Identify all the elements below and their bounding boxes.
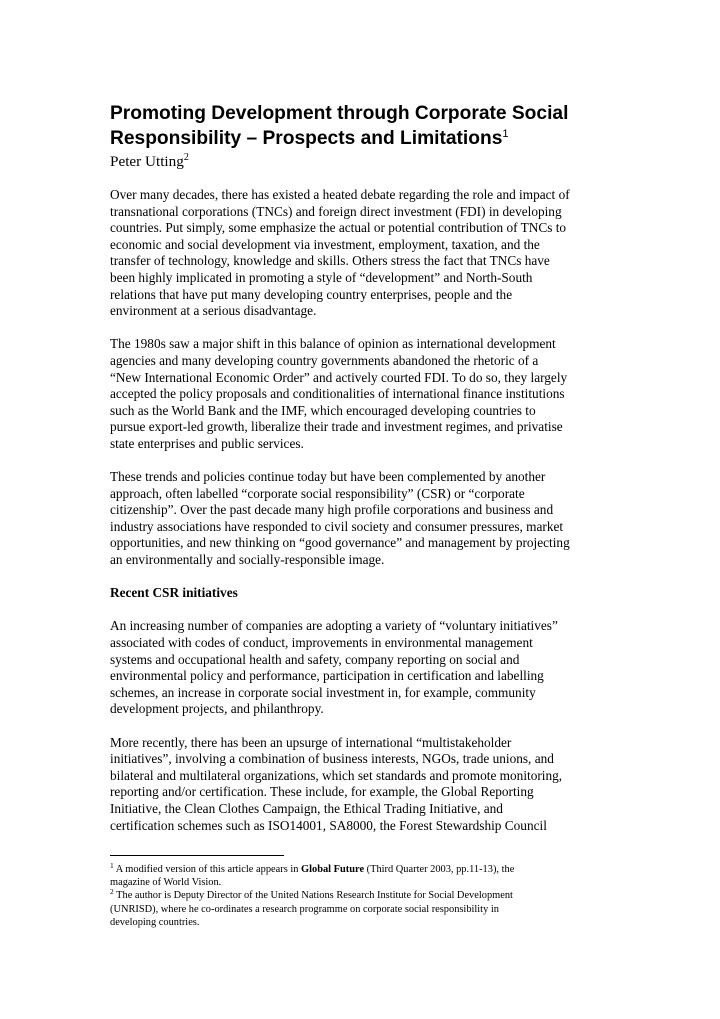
author-footnote-ref[interactable]: 2 — [183, 152, 189, 163]
paragraph-line: environment at a serious disadvantage. — [110, 303, 317, 319]
paragraph-line: The 1980s saw a major shift in this balance of opinion as international development — [110, 336, 556, 352]
footnote-1-number: 1 — [110, 861, 114, 870]
paragraph-line: been highly implicated in promoting a style of “development” and North-South — [110, 269, 533, 285]
footnote-1-text-before: A modified version of this article appears in — [113, 864, 302, 875]
paragraph-2 — [110, 336, 615, 452]
paragraph-line: An increasing number of companies are adopting a variety of “voluntary initiatives” — [110, 618, 558, 634]
paragraph-line: accepted the policy proposals and conditionalities of international finance institutions — [110, 386, 565, 402]
footnotes — [110, 863, 615, 929]
footnote-2-line-2: (UNRISD), where he co-ordinates a research programme on corporate social responsibility in — [110, 903, 499, 915]
footnote-2-line-1 — [110, 889, 615, 902]
paragraph-line: reporting and/or certification. These include, for example, the Global Reporting — [110, 784, 534, 800]
footnote-2-number: 2 — [110, 887, 114, 897]
paragraph-line: countries. Put simply, some emphasize the actual or potential contribution of TNCs to — [110, 220, 567, 236]
footnote-1-publication: Global Future — [301, 864, 365, 875]
paragraph-line: transfer of technology, knowledge and skills. Others stress the fact that TNCs have — [110, 253, 550, 269]
body-text — [110, 187, 615, 834]
author-line — [110, 152, 615, 172]
paragraph-5 — [110, 735, 615, 835]
paragraph-line: transnational corporations (TNCs) and foreign direct investment (FDI) in developing — [110, 203, 562, 219]
paragraph-line: environmental policy and performance, participation in certification and labelling — [110, 668, 544, 684]
paragraph-line: economic and social development via investment, employment, taxation, and the — [110, 236, 540, 252]
paragraph-line: approach, often labelled “corporate social responsibility” (CSR) or “corporate — [110, 485, 525, 501]
paragraph-1 — [110, 187, 615, 320]
paragraph-line: certification schemes such as ISO14001, SA8000, the Forest Stewardship Council — [110, 817, 547, 833]
paragraph-line: initiatives”, involving a combination of business interests, NGOs, trade unions, and — [110, 751, 554, 767]
title-line-1: Promoting Development through Corporate Social — [110, 103, 569, 124]
paragraph-4 — [110, 618, 615, 718]
document-page — [110, 101, 615, 834]
paragraph-line: development projects, and philanthropy. — [110, 701, 324, 717]
paragraph-line: “New International Economic Order” and actively courted FDI. To do so, they largely — [110, 369, 568, 385]
footnote-separator — [110, 855, 284, 856]
footnote-1-line-1 — [110, 863, 615, 876]
paragraph-line: opportunities, and new thinking on “good governance” and management by projecting — [110, 535, 570, 551]
title-line-2 — [110, 126, 615, 151]
author-name: Peter Utting — [110, 153, 184, 170]
paragraph-line: Initiative, the Clean Clothes Campaign, the Ethical Trading Initiative, and — [110, 800, 503, 816]
paragraph-line: relations that have put many developing country enterprises, people and the — [110, 286, 513, 302]
paragraph-line: bilateral and multilateral organizations, which set standards and promote monitoring, — [110, 767, 563, 783]
title-line-2-text: Responsibility – Prospects and Limitations — [110, 128, 503, 149]
paragraph-line: More recently, there has been an upsurge of international “multistakeholder — [110, 734, 512, 750]
footnote-2-text: The author is Deputy Director of the United Nations Research Institute for Social Development — [113, 890, 513, 902]
paragraph-line: citizenship”. Over the past decade many high profile corporations and business and — [110, 502, 554, 518]
section-heading: Recent CSR initiatives — [110, 585, 238, 601]
paragraph-line: systems and occupational health and safety, company reporting on social and — [110, 651, 520, 667]
paragraph-line: agencies and many developing country governments abandoned the rhetoric of a — [110, 352, 539, 368]
paragraph-line: pursue export-led growth, liberalize their trade and investment regimes, and privatise — [110, 419, 563, 435]
paragraph-3 — [110, 469, 615, 569]
paragraph-line: such as the World Bank and the IMF, which encouraged developing countries to — [110, 402, 536, 418]
paragraph-line: industry associations have responded to civil society and consumer pressures, market — [110, 518, 564, 534]
paragraph-line: schemes, an increase in corporate social investment in, for example, community — [110, 684, 536, 700]
document-title — [110, 101, 615, 151]
paragraph-line: These trends and policies continue today but have been complemented by another — [110, 469, 546, 485]
title-footnote-ref[interactable]: 1 — [502, 128, 509, 140]
paragraph-line: associated with codes of conduct, improvements in environmental management — [110, 635, 533, 651]
paragraph-line: state enterprises and public services. — [110, 435, 304, 451]
paragraph-line: an environmentally and socially-responsible image. — [110, 552, 385, 568]
footnote-1-line-2: magazine of World Vision. — [110, 877, 222, 889]
footnote-2-line-3: developing countries. — [110, 916, 200, 928]
paragraph-line: Over many decades, there has existed a heated debate regarding the role and impact of — [110, 187, 570, 202]
footnote-1-text-after: (Third Quarter 2003, pp.11-13), the — [364, 864, 515, 875]
